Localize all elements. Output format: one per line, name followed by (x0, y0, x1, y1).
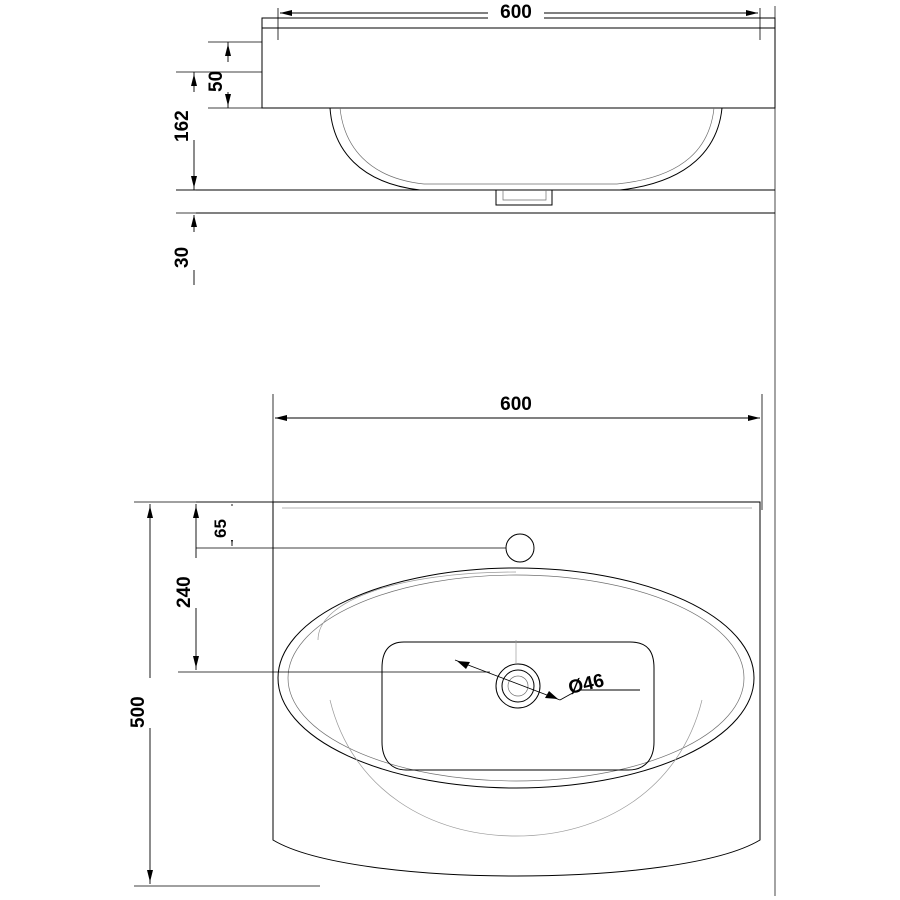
front-elevation-geometry (196, 18, 775, 213)
dim-label-height-total: 162 (172, 110, 193, 142)
dim-label-tap-offset: 65 (211, 519, 230, 538)
dim-tap-offset-65 (196, 502, 506, 548)
dim-plan-depth-500 (134, 502, 320, 886)
dim-label-front-width: 600 (500, 2, 532, 23)
plan-view-geometry (273, 502, 760, 876)
dim-label-lower-offset: 30 (172, 246, 193, 268)
dim-label-rim-thickness: 50 (206, 70, 227, 92)
dim-label-drain-diameter: Ø46 (566, 670, 607, 699)
dim-drain-diameter (455, 660, 652, 700)
dim-label-plan-width: 600 (500, 394, 532, 415)
dim-lower-offset-30 (176, 190, 204, 285)
dim-label-plan-depth: 500 (128, 696, 149, 728)
dim-label-bowl-center: 240 (174, 576, 195, 608)
